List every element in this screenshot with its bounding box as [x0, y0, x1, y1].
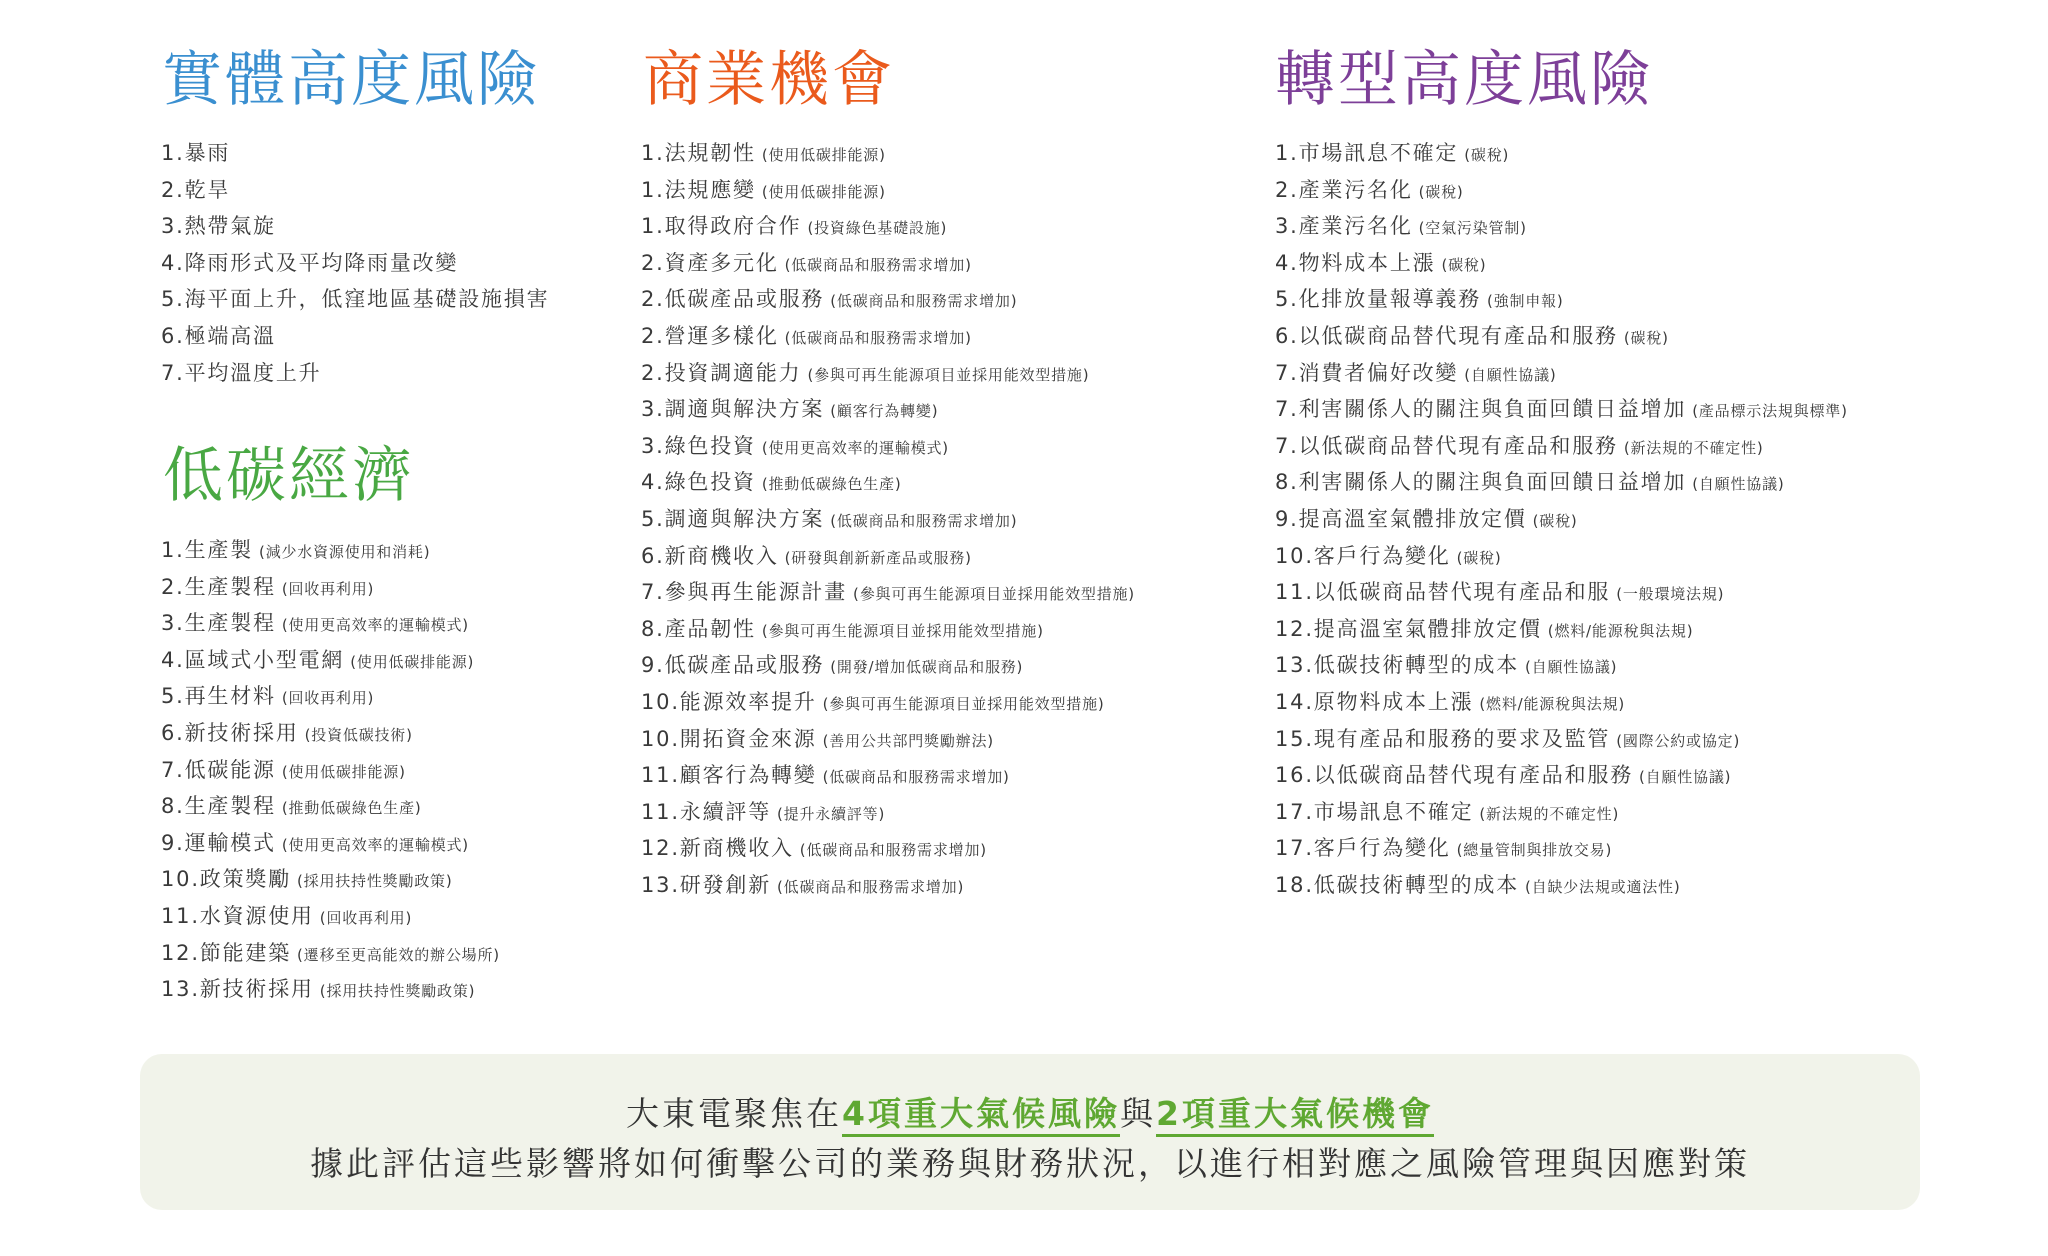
list-item — [641, 721, 1135, 758]
item-note: (使用低碳排能源) — [761, 146, 886, 164]
item-label: 6.極端高溫 — [161, 323, 276, 348]
list-item — [161, 971, 500, 1008]
item-note: (推動低碳綠色生產) — [281, 799, 422, 818]
item-note: (參與可再生能源項目並採用能效型措施) — [807, 365, 1090, 384]
item-label: 11.水資源使用 — [161, 903, 314, 928]
item-label: 7.利害關係人的關注與負面回饋日益增加 — [1275, 397, 1687, 422]
item-note: (低碳商品和服務需求增加) — [784, 255, 972, 274]
item-label: 5.化排放量報導義務 — [1275, 287, 1482, 312]
list-item — [161, 318, 549, 355]
item-label: 11.顧客行為轉變 — [641, 763, 817, 788]
item-label: 11.以低碳商品替代現有產品和服 — [1275, 580, 1611, 605]
item-note: (碳稅) — [1623, 328, 1669, 347]
list-item — [641, 464, 1135, 501]
item-label: 4.區域式小型電網 — [161, 647, 345, 672]
transition-risk-heading: 轉型高度風險 — [1275, 45, 1653, 115]
item-note: (低碳商品和服務需求增加) — [784, 328, 972, 347]
item-note: (使用低碳排能源) — [281, 762, 406, 781]
list-item — [161, 605, 500, 642]
physical-risk-list — [161, 135, 549, 391]
list-item — [641, 574, 1135, 611]
item-note: (顧客行為轉變) — [830, 402, 939, 421]
item-label: 12.新商機收入 — [641, 836, 794, 861]
summary-highlight-risks: 4項重大氣候風險 — [842, 1094, 1120, 1137]
item-label: 2.產業污名化 — [1275, 177, 1413, 202]
item-note: (提升永續評等) — [777, 804, 886, 823]
business-opportunity-list — [641, 135, 1135, 903]
item-label: 7.消費者偏好改變 — [1275, 360, 1459, 385]
item-note: (碳稅) — [1456, 548, 1502, 567]
list-item — [641, 867, 1135, 904]
list-item — [641, 647, 1135, 684]
item-note: (自缺少法規或適法性) — [1525, 877, 1681, 896]
item-label: 1.法規應變 — [641, 177, 756, 202]
list-item — [641, 245, 1135, 282]
list-item — [641, 208, 1135, 245]
list-item — [161, 355, 549, 392]
item-note: (回收再利用) — [281, 689, 375, 708]
item-note: (使用更高效率的運輸模式) — [761, 438, 949, 457]
list-item — [641, 391, 1135, 428]
item-label: 8.利害關係人的關注與負面回饋日益增加 — [1275, 470, 1687, 495]
summary-line-1 — [140, 1088, 1920, 1135]
item-note: (採用扶持性獎勵政策) — [297, 872, 453, 891]
summary-prefix: 大東電聚焦在 — [626, 1094, 843, 1133]
list-item — [1275, 538, 1848, 575]
item-note: (強制申報) — [1487, 292, 1564, 311]
item-note: (自願性協議) — [1525, 658, 1618, 677]
summary-connector: 與 — [1120, 1094, 1156, 1133]
item-label: 16.以低碳商品替代現有產品和服務 — [1275, 763, 1633, 788]
list-item — [641, 794, 1135, 831]
list-item — [1275, 647, 1848, 684]
item-label: 17.客戶行為變化 — [1275, 836, 1451, 861]
list-item — [161, 935, 500, 972]
list-item — [1275, 721, 1848, 758]
item-note: (低碳商品和服務需求增加) — [822, 768, 1010, 787]
physical-risk-heading: 實體高度風險 — [162, 45, 540, 115]
list-item — [1275, 830, 1848, 867]
list-item — [641, 281, 1135, 318]
item-note: (低碳商品和服務需求增加) — [799, 841, 987, 860]
item-note: (開發/增加低碳商品和服務) — [830, 658, 1024, 677]
item-label: 4.降雨形式及平均降雨量改變 — [161, 250, 459, 275]
item-label: 5.再生材料 — [161, 684, 276, 709]
list-item — [161, 678, 500, 715]
business-opportunity-heading: 商業機會 — [643, 45, 895, 115]
item-label: 2.乾旱 — [161, 177, 231, 202]
list-item — [641, 355, 1135, 392]
list-item — [161, 898, 500, 935]
item-label: 15.現有產品和服務的要求及監管 — [1275, 726, 1611, 751]
item-label: 10.開拓資金來源 — [641, 726, 817, 751]
item-label: 1.法規韌性 — [641, 141, 756, 165]
list-item — [641, 757, 1135, 794]
item-label: 10.政策獎勵 — [161, 867, 291, 892]
list-item — [641, 172, 1135, 209]
item-label: 14.原物料成本上漲 — [1275, 689, 1474, 714]
item-label: 8.生產製程 — [161, 794, 276, 819]
item-note: (研發與創新新產品或服務) — [784, 548, 972, 567]
item-label: 6.新技術採用 — [161, 720, 299, 745]
list-item — [161, 825, 500, 862]
list-item — [641, 830, 1135, 867]
item-note: (回收再利用) — [281, 579, 375, 598]
item-label: 3.生產製程 — [161, 611, 276, 636]
item-note: (碳稅) — [1532, 511, 1578, 530]
item-label: 3.綠色投資 — [641, 433, 756, 458]
list-item — [641, 611, 1135, 648]
low-carbon-economy-list — [161, 532, 500, 1008]
summary-highlight-opportunities: 2項重大氣候機會 — [1156, 1094, 1434, 1137]
item-label: 7.參與再生能源計畫 — [641, 580, 848, 605]
item-note: (燃料/能源稅與法規) — [1479, 694, 1625, 713]
item-note: (投資綠色基礎設施) — [807, 219, 948, 238]
list-item — [161, 208, 549, 245]
list-item — [1275, 684, 1848, 721]
list-item — [1275, 318, 1848, 355]
item-note: (產品標示法規與標準) — [1692, 402, 1848, 421]
item-label: 2.資產多元化 — [641, 250, 779, 275]
item-label: 5.調適與解決方案 — [641, 506, 825, 531]
item-note: (自願性協議) — [1692, 475, 1785, 494]
list-item — [161, 135, 549, 172]
item-note: (低碳商品和服務需求增加) — [777, 877, 965, 896]
item-label: 7.平均溫度上升 — [161, 360, 322, 385]
item-note: (自願性協議) — [1639, 768, 1732, 787]
item-note: (使用更高效率的運輸模式) — [281, 616, 469, 635]
item-note: (參與可再生能源項目並採用能效型措施) — [761, 621, 1044, 640]
item-label: 2.營運多樣化 — [641, 323, 779, 348]
item-label: 11.永續評等 — [641, 799, 771, 824]
summary-box — [140, 1054, 1920, 1210]
item-label: 7.以低碳商品替代現有產品和服務 — [1275, 433, 1618, 458]
list-item — [161, 642, 500, 679]
item-label: 3.熱帶氣旋 — [161, 214, 276, 239]
list-item — [161, 788, 500, 825]
item-label: 6.新商機收入 — [641, 543, 779, 568]
item-note: (碳稅) — [1418, 182, 1464, 201]
list-item — [161, 281, 549, 318]
item-label: 6.以低碳商品替代現有產品和服務 — [1275, 323, 1618, 348]
item-label: 12.提高溫室氣體排放定價 — [1275, 616, 1542, 641]
list-item — [1275, 245, 1848, 282]
item-note: (參與可再生能源項目並採用能效型措施) — [822, 694, 1105, 713]
list-item — [161, 172, 549, 209]
item-label: 10.客戶行為變化 — [1275, 543, 1451, 568]
item-note: (遷移至更高能效的辦公場所) — [297, 945, 500, 964]
list-item — [641, 135, 1135, 172]
item-note: (使用低碳排能源) — [350, 652, 475, 671]
list-item — [1275, 135, 1848, 172]
item-note: (燃料/能源稅與法規) — [1547, 621, 1694, 640]
item-note: (碳稅) — [1441, 255, 1487, 274]
item-label: 3.產業污名化 — [1275, 214, 1413, 239]
list-item — [1275, 611, 1848, 648]
item-label: 2.生產製程 — [161, 574, 276, 599]
list-item — [1275, 574, 1848, 611]
item-label: 4.綠色投資 — [641, 470, 756, 495]
list-item — [161, 569, 500, 606]
list-item — [641, 428, 1135, 465]
item-label: 18.低碳技術轉型的成本 — [1275, 872, 1519, 897]
item-label: 10.能源效率提升 — [641, 689, 817, 714]
item-label: 13.新技術採用 — [161, 977, 314, 1002]
item-note: (國際公約或協定) — [1616, 731, 1741, 750]
item-note: (低碳商品和服務需求增加) — [830, 511, 1018, 530]
list-item — [1275, 501, 1848, 538]
item-label: 8.產品韌性 — [641, 616, 756, 641]
item-label: 1.生產製 — [161, 538, 254, 562]
item-note: (減少水資源使用和消耗) — [259, 543, 431, 561]
item-label: 5.海平面上升，低窪地區基礎設施損害 — [161, 287, 550, 312]
list-item — [161, 532, 500, 569]
list-item — [1275, 464, 1848, 501]
item-label: 7.低碳能源 — [161, 757, 276, 782]
low-carbon-economy-heading: 低碳經濟 — [163, 441, 415, 511]
list-item — [161, 715, 500, 752]
item-note: (低碳商品和服務需求增加) — [830, 292, 1018, 311]
item-label: 1.市場訊息不確定 — [1275, 141, 1459, 165]
list-item — [1275, 208, 1848, 245]
item-label: 9.提高溫室氣體排放定價 — [1275, 506, 1527, 531]
list-item — [1275, 172, 1848, 209]
list-item — [1275, 355, 1848, 392]
item-note: (自願性協議) — [1464, 365, 1557, 384]
list-item — [641, 684, 1135, 721]
item-note: (採用扶持性獎勵政策) — [319, 982, 476, 1001]
item-note: (碳稅) — [1464, 146, 1510, 164]
list-item — [161, 752, 500, 789]
item-label: 2.低碳產品或服務 — [641, 287, 825, 312]
item-label: 12.節能建築 — [161, 940, 291, 965]
item-note: (新法規的不確定性) — [1479, 804, 1620, 823]
list-item — [161, 861, 500, 898]
item-note: (投資低碳技術) — [304, 725, 413, 744]
list-item — [1275, 794, 1848, 831]
list-item — [641, 318, 1135, 355]
list-item — [1275, 281, 1848, 318]
item-label: 4.物料成本上漲 — [1275, 250, 1436, 275]
item-note: (參與可再生能源項目並採用能效型措施) — [853, 585, 1135, 604]
list-item — [641, 538, 1135, 575]
item-note: (總量管制與排放交易) — [1456, 841, 1613, 860]
transition-risk-list — [1275, 135, 1848, 903]
item-label: 17.市場訊息不確定 — [1275, 799, 1474, 824]
item-note: (善用公共部門獎勵辦法) — [822, 731, 994, 750]
item-note: (一般環境法規) — [1616, 585, 1725, 604]
summary-line-2: 據此評估這些影響將如何衝擊公司的業務與財務狀況，以進行相對應之風險管理與因應對策 — [310, 1144, 1750, 1183]
item-note: (使用更高效率的運輸模式) — [281, 835, 469, 854]
item-label: 9.運輸模式 — [161, 830, 276, 855]
list-item — [641, 501, 1135, 538]
list-item — [1275, 391, 1848, 428]
item-note: (使用低碳排能源) — [761, 182, 886, 201]
item-note: (新法規的不確定性) — [1623, 438, 1764, 457]
item-note: (推動低碳綠色生產) — [761, 475, 902, 494]
item-label: 3.調適與解決方案 — [641, 397, 825, 422]
item-note: (空氣污染管制) — [1418, 219, 1527, 238]
item-note: (回收再利用) — [319, 908, 413, 927]
list-item — [1275, 867, 1848, 904]
list-item — [161, 245, 549, 282]
item-label: 9.低碳產品或服務 — [641, 653, 825, 678]
item-label: 2.投資調適能力 — [641, 360, 802, 385]
list-item — [1275, 428, 1848, 465]
item-label: 13.低碳技術轉型的成本 — [1275, 653, 1519, 678]
item-label: 1.暴雨 — [161, 141, 231, 165]
item-label: 13.研發創新 — [641, 872, 771, 897]
item-label: 1.取得政府合作 — [641, 214, 802, 239]
list-item — [1275, 757, 1848, 794]
